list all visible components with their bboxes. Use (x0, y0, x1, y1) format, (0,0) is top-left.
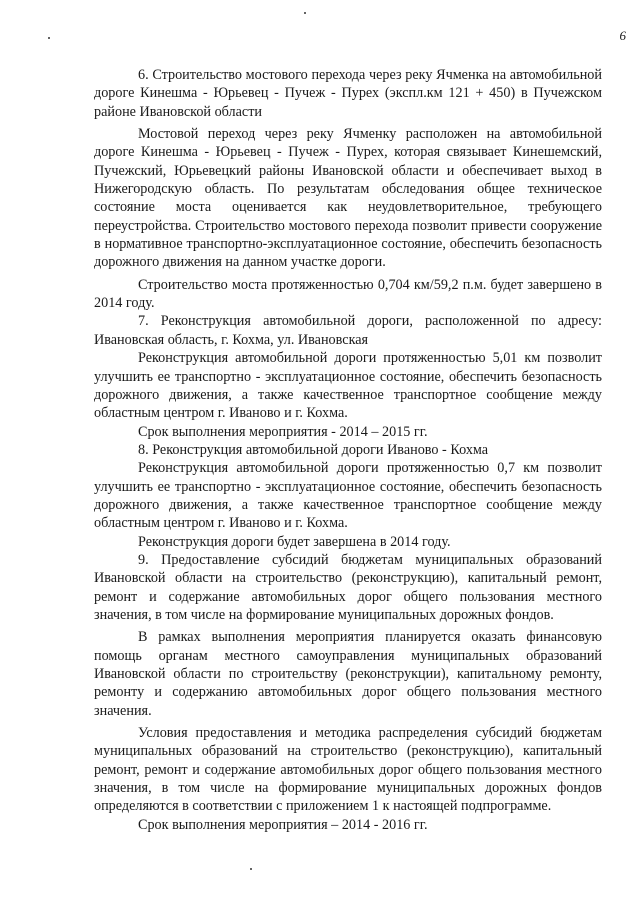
scan-speck (48, 37, 50, 39)
section-7-paragraph: Срок выполнения мероприятия - 2014 – 2015 гг. (138, 423, 428, 440)
section-6-paragraph: Строительство моста протяженностью 0,704 км/59,2 п.м. будет завершено в 2014 году. (94, 276, 602, 312)
section-9-paragraph: В рамках выполнения мероприятия планируется оказать финансовую помощь органам местного самоуправления муниципальных образований Ивановской области по строительству (реконструкции), капитальному ремонту, ремонту и содержанию автомобильных дорог общего пользования местного значения. (94, 629, 602, 719)
page-number: 6 (619, 28, 626, 43)
section-8-title: 8. Реконструкция автомобильной дороги Иваново - Кохма (138, 441, 489, 458)
section-7-title: 7. Реконструкция автомобильной дороги, расположенной по адресу: Ивановская область, г. Кохма, ул. Ивановская (94, 313, 602, 348)
section-9-paragraph: Условия предоставления и методика распределения субсидий бюджетам муниципальных образований на строительство (реконструкцию), капитальный ремонт, ремонт и содержание автомобильных дорог общего пользования местного значения, в том числе на формирование муниципальных дорожных фондов определяются в соответствии с приложением 1 к настоящей подпрограмме. (94, 725, 602, 815)
section-9-title: 9. Предоставление субсидий бюджетам муниципальных образований Ивановской области на строительство (реконструкцию), капитальный ремонт, ремонт и содержание автомобильных дорог общего пользования местного значения, в том числе на формирование муниципальных дорожных фондов. (94, 551, 602, 623)
section-6-paragraph: Мостовой переход через реку Ячменку расположен на автомобильной дороге Кинешма - Юрьевец - Пучеж - Пурех, которая связывает Кинешемский, Пучежский, Юрьевецкий районы Ивановской области и обеспечивает выход в Нижегородскую область. По результатам обследования общее техническое состояние моста оценивается как неудовлетворительное, требующего переустройства. Строительство мостового перехода позволит привести сооружение в нормативное транспортно-эксплуатационное состояние, обеспечить безопасность дорожного движения на данном участке дороги. (94, 126, 602, 271)
document-body (94, 66, 602, 834)
scan-speck (250, 868, 252, 870)
section-9-paragraph: Срок выполнения мероприятия – 2014 - 2016 гг. (138, 816, 428, 833)
section-6-title: 6. Строительство мостового перехода через реку Ячменка на автомобильной дороге Кинешма - Юрьевец - Пучеж - Пурех (экспл.км 121 + 450) в Пучежском районе Ивановской области (94, 67, 602, 120)
section-8-paragraph: Реконструкция автомобильной дороги протяженностью 0,7 км позволит улучшить ее транспортно - эксплуатационное состояние, обеспечить безопасность дорожного движения, а также качественное транспортное сообщение между областным центром г. Иваново и г. Кохма. (94, 460, 602, 532)
scan-speck (304, 12, 306, 14)
section-7-paragraph: Реконструкция автомобильной дороги протяженностью 5,01 км позволит улучшить ее транспортно - эксплуатационное состояние, обеспечить безопасность дорожного движения, а также качественное транспортное сообщение между областным центром г. Иваново и г. Кохма. (94, 350, 602, 422)
section-8-paragraph: Реконструкция дороги будет завершена в 2014 году. (138, 533, 451, 550)
